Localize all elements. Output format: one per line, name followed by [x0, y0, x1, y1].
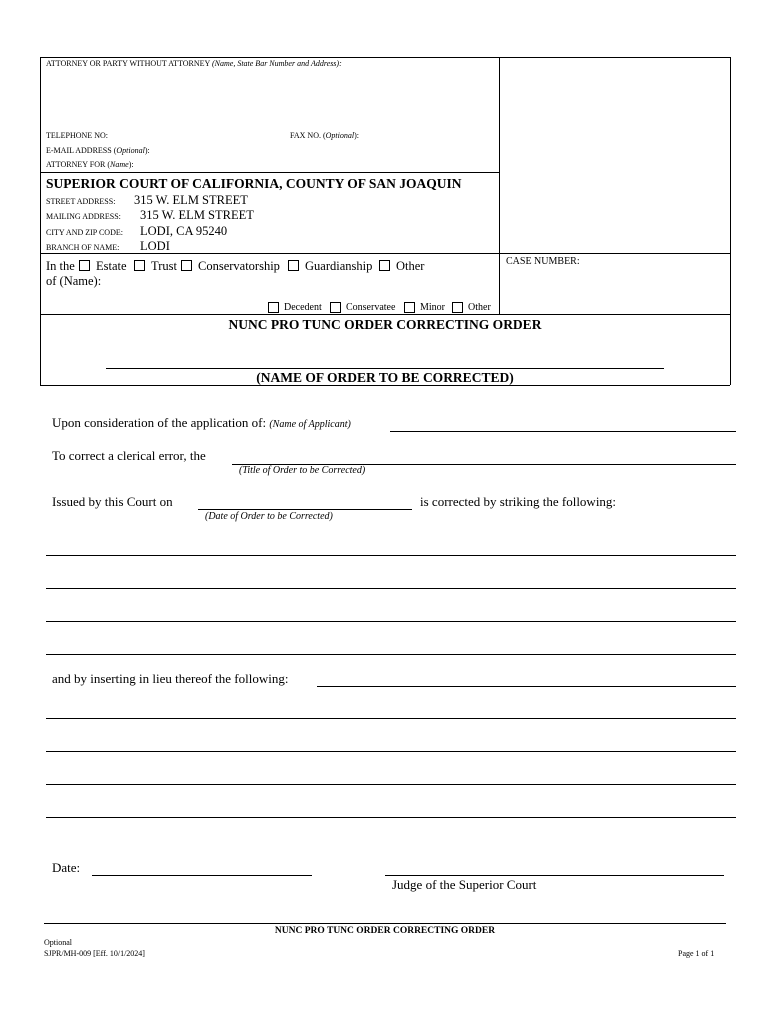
guardianship-label: Guardianship — [305, 259, 373, 273]
judge-label: Judge of the Superior Court — [392, 877, 537, 892]
inserting-text: and by inserting in lieu thereof the following: — [52, 671, 289, 686]
striking-line-2[interactable] — [46, 572, 736, 589]
other-party-checkbox[interactable] — [452, 302, 463, 313]
fax-hint: Optional — [325, 131, 355, 140]
email-hint: Optional — [116, 146, 145, 155]
email-input[interactable] — [165, 143, 494, 157]
signing-date-input[interactable] — [92, 859, 312, 876]
attorney-hint: (Name, State Bar Number and Address): — [211, 59, 342, 68]
email-label-row — [46, 146, 150, 155]
title-hint: (Title of Order to be Corrected) — [239, 465, 366, 476]
email-label: E-MAIL ADDRESS ( — [46, 146, 117, 155]
attorney-for-close: ): — [128, 160, 134, 169]
judge-signature-line[interactable] — [385, 859, 724, 876]
estate-label: Estate — [96, 259, 127, 273]
date-hint: (Date of Order to be Corrected) — [205, 511, 333, 522]
other-matter-checkbox[interactable] — [379, 260, 390, 271]
order-title: NUNC PRO TUNC ORDER CORRECTING ORDER — [228, 317, 542, 332]
branch-value: LODI — [140, 239, 170, 253]
branch-label: BRANCH OF NAME: — [46, 243, 120, 252]
fax-label-row — [290, 131, 359, 140]
attorney-label: ATTORNEY OR PARTY WITHOUT ATTORNEY — [46, 59, 210, 68]
of-name-input[interactable] — [104, 273, 493, 289]
fax-close: ): — [354, 131, 359, 140]
footer-optional: Optional — [44, 938, 72, 947]
trust-checkbox[interactable] — [134, 260, 145, 271]
footer-rule — [44, 923, 726, 924]
minor-label: Minor — [420, 302, 445, 313]
conservatee-label: Conservatee — [346, 302, 396, 313]
caption-left-border — [40, 57, 41, 385]
consideration-row — [52, 415, 351, 431]
inserting-line-4[interactable] — [46, 801, 736, 818]
order-date-input[interactable] — [198, 493, 412, 510]
in-the-label: In the — [46, 259, 75, 273]
estate-checkbox[interactable] — [79, 260, 90, 271]
attorney-for-label-row — [46, 160, 134, 169]
inserting-line-3[interactable] — [46, 768, 736, 785]
street-address-label: STREET ADDRESS: — [46, 197, 116, 206]
order-subtitle: (NAME OF ORDER TO BE CORRECTED) — [256, 370, 514, 385]
inserting-line-2[interactable] — [46, 735, 736, 752]
city-zip-value: LODI, CA 95240 — [140, 224, 228, 238]
conservatorship-label: Conservatorship — [198, 259, 280, 273]
caption-right-border — [730, 57, 731, 385]
telephone-input[interactable] — [110, 128, 284, 142]
issued-by-text: Issued by this Court on — [52, 494, 173, 509]
other-matter-label: Other — [396, 259, 425, 273]
attorney-label-row — [46, 59, 342, 68]
case-number-input[interactable] — [506, 272, 728, 290]
fax-label: FAX NO. ( — [290, 131, 326, 140]
footer-form-id: SJPR/MH-009 [Eff. 10/1/2024] — [44, 949, 145, 958]
matter-section-bottom — [40, 314, 730, 315]
striking-line-3[interactable] — [46, 605, 736, 622]
decedent-label: Decedent — [284, 302, 322, 313]
minor-checkbox[interactable] — [404, 302, 415, 313]
footer-title: NUNC PRO TUNC ORDER CORRECTING ORDER — [274, 926, 496, 936]
consideration-text: Upon consideration of the application of: — [52, 415, 267, 430]
fax-input[interactable] — [372, 128, 496, 142]
of-name-label: of (Name): — [46, 274, 102, 288]
decedent-checkbox[interactable] — [268, 302, 279, 313]
guardianship-checkbox[interactable] — [288, 260, 299, 271]
mailing-address-value: 315 W. ELM STREET — [140, 208, 254, 222]
footer-page: Page 1 of 1 — [678, 949, 715, 958]
street-address-value: 315 W. ELM STREET — [134, 193, 248, 207]
order-name-input[interactable] — [106, 352, 664, 369]
inserting-line-0[interactable] — [317, 670, 736, 687]
attorney-for-label: ATTORNEY FOR ( — [46, 160, 111, 169]
filing-stamp-area — [500, 58, 729, 252]
court-title: SUPERIOR COURT OF CALIFORNIA, COUNTY OF SAN JOAQUIN — [46, 176, 462, 191]
conservatorship-checkbox[interactable] — [181, 260, 192, 271]
striking-line-1[interactable] — [46, 539, 736, 556]
attorney-name-input[interactable] — [46, 72, 495, 130]
mailing-address-label: MAILING ADDRESS: — [46, 212, 121, 221]
city-zip-label: CITY AND ZIP CODE: — [46, 228, 123, 237]
corrected-by-text: is corrected by striking the following: — [420, 494, 617, 509]
order-title-input[interactable] — [232, 448, 736, 465]
telephone-label: TELEPHONE NO: — [46, 131, 108, 140]
attorney-for-input[interactable] — [148, 157, 494, 171]
date-label: Date: — [52, 860, 81, 875]
inserting-line-1[interactable] — [46, 702, 736, 719]
other-party-label: Other — [468, 302, 491, 313]
email-close: ): — [144, 146, 150, 155]
applicant-hint: (Name of Applicant) — [269, 419, 351, 430]
attorney-section-bottom — [40, 172, 500, 173]
conservatee-checkbox[interactable] — [330, 302, 341, 313]
trust-label: Trust — [151, 259, 177, 273]
correct-error-text: To correct a clerical error, the — [52, 448, 206, 463]
case-number-label: CASE NUMBER: — [506, 256, 580, 267]
attorney-for-hint: Name — [110, 160, 129, 169]
applicant-name-input[interactable] — [390, 415, 736, 432]
striking-line-4[interactable] — [46, 638, 736, 655]
